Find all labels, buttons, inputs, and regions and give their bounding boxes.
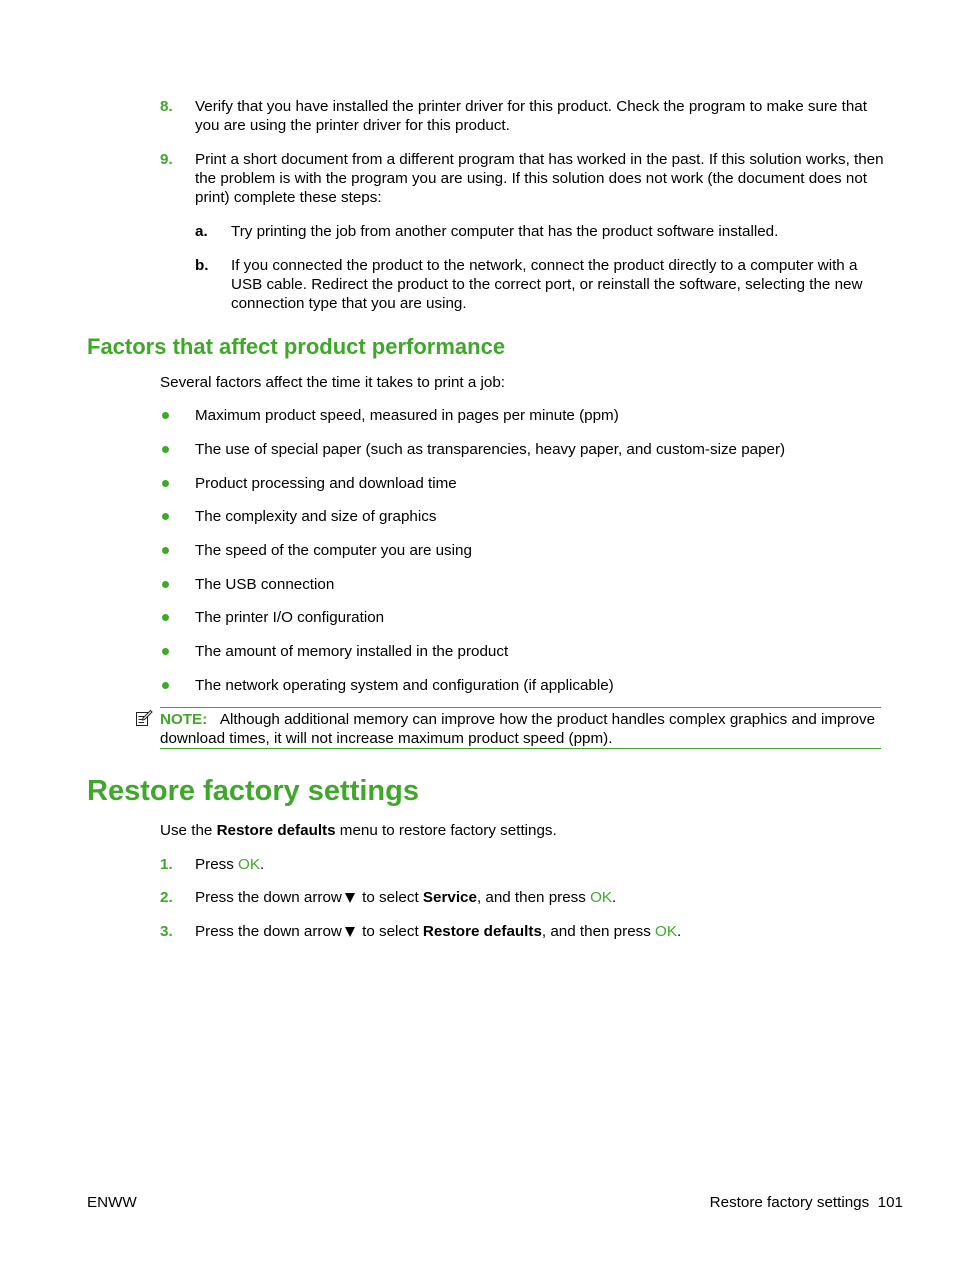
footer-left: ENWW — [87, 1194, 137, 1211]
note-pencil-icon — [135, 709, 153, 727]
bullet-icon — [162, 682, 169, 689]
factors-intro: Several factors affect the time it takes to print a job: — [160, 374, 505, 391]
page-number: 101 — [877, 1194, 903, 1211]
note-label: NOTE: — [160, 711, 208, 728]
bullet-icon — [162, 480, 169, 487]
bullet-icon — [162, 581, 169, 588]
ok-button-label: OK — [238, 856, 260, 873]
bullet-icon — [162, 547, 169, 554]
step-text: Verify that you have installed the printer driver for this product. Check the program to make sure that you are using the printer driver for this product. — [195, 98, 867, 134]
substep-letter: a. — [195, 223, 208, 240]
footer-right — [710, 1193, 903, 1212]
substep-letter: b. — [195, 257, 209, 274]
step-text: Press the down arrow to select Service, and then press OK. — [195, 889, 617, 906]
restore-intro: Use the Restore defaults menu to restore factory settings. — [160, 822, 557, 839]
step-text: Press the down arrow to select Restore defaults, and then press OK. — [195, 923, 682, 940]
down-arrow-icon — [345, 893, 355, 903]
note-body: Although additional memory can improve how the product handles complex graphics and improve download times, it will not increase maximum product speed (ppm). — [160, 711, 876, 747]
note-bottom-rule — [160, 748, 881, 749]
down-arrow-icon — [345, 927, 355, 937]
footer-section-title: Restore factory settings — [709, 1194, 870, 1211]
bullet-icon — [162, 513, 169, 520]
step-number: 1. — [160, 856, 173, 873]
ok-button-label: OK — [655, 923, 677, 940]
substep-text: Try printing the job from another computer that has the product software installed. — [231, 223, 779, 240]
step-number: 3. — [160, 923, 173, 940]
chapter-heading-restore: Restore factory settings — [87, 775, 419, 807]
note-top-rule — [160, 707, 881, 708]
step-number: 8. — [160, 98, 173, 115]
step-text: Print a short document from a different program that has worked in the past. If this solution works, then the problem is with the program you are using. If this solution does not work (the document does not print) complete these steps: — [195, 151, 884, 206]
substep-text: If you connected the product to the network, connect the product directly to a computer with a USB cable. Redirect the product to the correct port, or reinstall the software, selecting the new connection type that you are using. — [231, 257, 863, 312]
note-text — [160, 710, 881, 748]
bullet-icon — [162, 614, 169, 621]
ok-button-label: OK — [590, 889, 613, 906]
bullet-icon — [162, 412, 169, 419]
restore-defaults-menu-name: Restore defaults — [216, 822, 336, 839]
bullet-icon — [162, 446, 169, 453]
step-text: Press OK. — [195, 856, 265, 873]
step-number: 9. — [160, 151, 173, 168]
section-heading-factors: Factors that affect product performance — [87, 334, 506, 359]
step-number: 2. — [160, 889, 173, 906]
bullet-icon — [162, 648, 169, 655]
